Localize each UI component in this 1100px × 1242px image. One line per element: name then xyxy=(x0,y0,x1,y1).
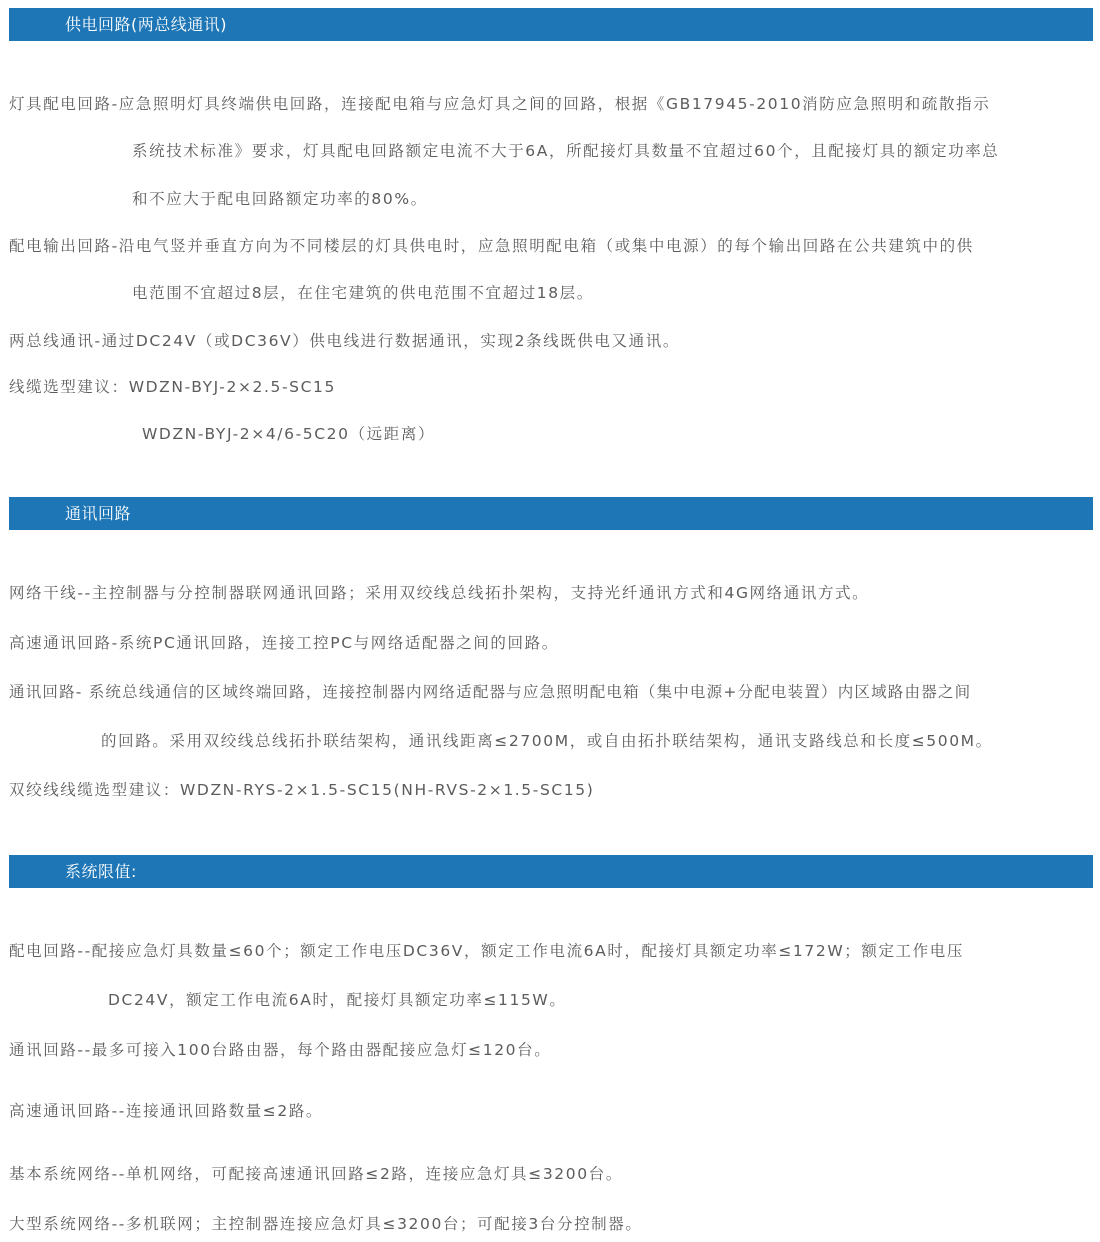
paragraph-line: 和不应大于配电回路额定功率的80%。 xyxy=(132,190,428,208)
paragraph-line: 网络干线--主控制器与分控制器联网通讯回路；采用双绞线总线拓扑架构，支持光纤通讯方式和4G网络通讯方式。 xyxy=(9,584,870,602)
paragraph-line: 通讯回路--最多可接入100台路由器，每个路由器配接应急灯≤120台。 xyxy=(9,1041,552,1059)
paragraph-line: 两总线通讯-通过DC24V（或DC36V）供电线进行数据通讯，实现2条线既供电又通讯。 xyxy=(9,332,680,350)
section-header-communication-circuit: 通讯回路 xyxy=(9,497,1093,530)
paragraph-line: 通讯回路- 系统总线通信的区域终端回路，连接控制器内网络适配器与应急照明配电箱（集中电源+分配电装置）内区域路由器之间 xyxy=(9,683,972,701)
paragraph-line: 电范围不宜超过8层，在住宅建筑的供电范围不宜超过18层。 xyxy=(132,284,594,302)
paragraph-line: DC24V，额定工作电流6A时，配接灯具额定功率≤115W。 xyxy=(108,991,567,1009)
paragraph-line: 配电输出回路-沿电气竖并垂直方向为不同楼层的灯具供电时，应急照明配电箱（或集中电源）的每个输出回路在公共建筑中的供 xyxy=(9,237,974,255)
paragraph-line: WDZN-BYJ-2×4/6-5C20（远距离） xyxy=(142,425,436,443)
paragraph-line: 基本系统网络--单机网络，可配接高速通讯回路≤2路，连接应急灯具≤3200台。 xyxy=(9,1165,623,1183)
paragraph-line: 系统技术标准》要求，灯具配电回路额定电流不大于6A，所配接灯具数量不宜超过60个，且配接灯具的额定功率总 xyxy=(132,142,1000,160)
paragraph-line: 大型系统网络--多机联网；主控制器连接应急灯具≤3200台；可配接3台分控制器。 xyxy=(9,1215,643,1233)
section-header-system-limits: 系统限值: xyxy=(9,855,1093,888)
paragraph-line: 线缆选型建议：WDZN-BYJ-2×2.5-SC15 xyxy=(9,378,336,396)
paragraph-line: 的回路。采用双绞线总线拓扑联结架构，通讯线距离≤2700M，或自由拓扑联结架构，通讯支路线总和长度≤500M。 xyxy=(101,732,993,750)
paragraph-line: 双绞线线缆选型建议：WDZN-RYS-2×1.5-SC15(NH-RVS-2×1.5-SC15) xyxy=(9,781,595,799)
paragraph-line: 高速通讯回路-系统PC通讯回路，连接工控PC与网络适配器之间的回路。 xyxy=(9,634,559,652)
paragraph-line: 高速通讯回路--连接通讯回路数量≤2路。 xyxy=(9,1102,324,1120)
paragraph-line: 配电回路--配接应急灯具数量≤60个；额定工作电压DC36V，额定工作电流6A时，配接灯具额定功率≤172W；额定工作电压 xyxy=(9,942,964,960)
paragraph-line: 灯具配电回路-应急照明灯具终端供电回路，连接配电箱与应急灯具之间的回路，根据《GB17945-2010消防应急照明和疏散指示 xyxy=(9,95,991,113)
section-header-power-circuit: 供电回路(两总线通讯) xyxy=(9,8,1093,41)
